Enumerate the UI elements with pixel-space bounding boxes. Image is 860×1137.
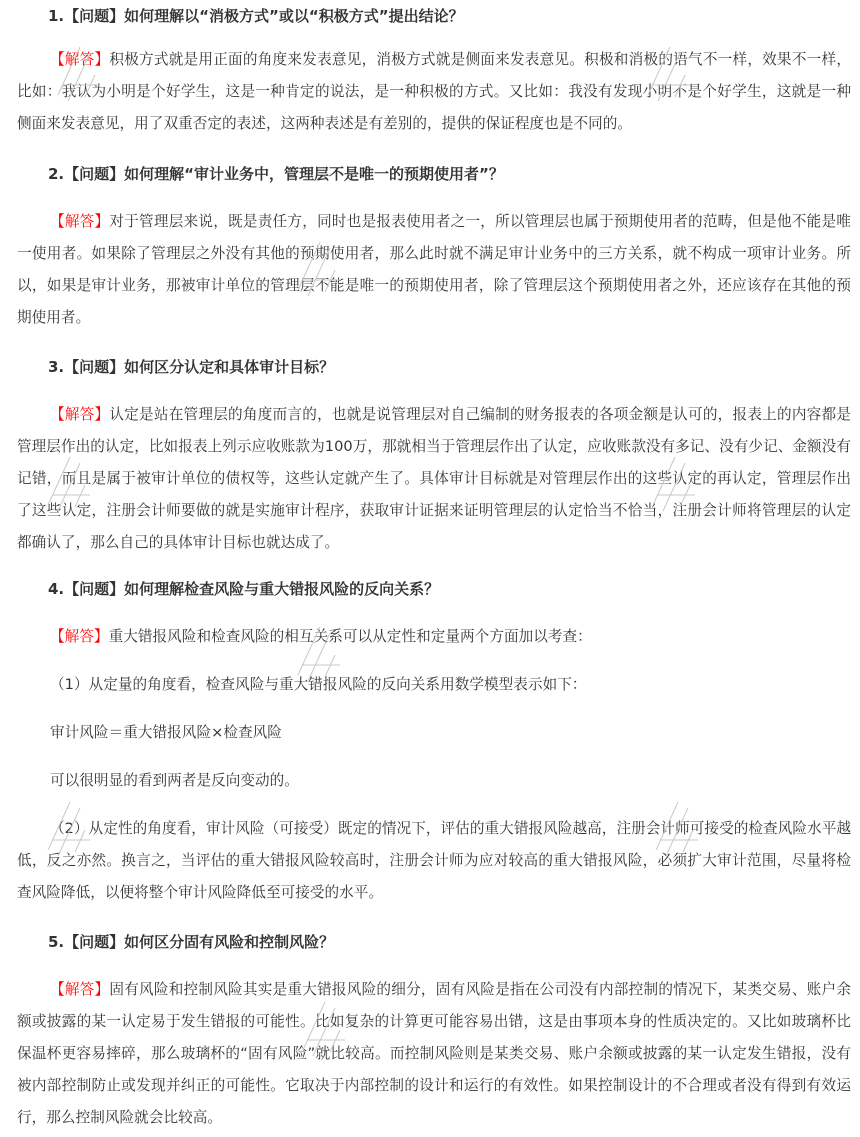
answer-tag: 【解答】 [50, 213, 110, 230]
answer-tag: 【解答】 [50, 628, 109, 645]
formula-line: 审计风险＝重大错报风险×检查风险 [50, 724, 282, 741]
answer-text: 对于管理层来说，既是责任方，同时也是报表使用者之一，所以管理层也属于预期使用者的范畴，但是他不能是唯一使用者。如果除了管理层之外没有其他的预期使用者，那么此时就不满足审计业务中的三方关系，就不构成一项审计业务。所以，如果是审计业务，那被审计单位的管理层不能是唯一的预期使用者，除了管理层这个预期使用者之外，还应该存在其他的预期使用者。 [17, 213, 851, 326]
question-title: 2.【问题】如何理解“审计业务中，管理层不是唯一的预期使用者”？ [48, 165, 504, 183]
answer-paragraph [17, 399, 851, 559]
question-title: 5.【问题】如何区分固有风险和控制风险？ [48, 933, 335, 951]
answer-paragraph: （2）从定性的角度看，审计风险（可接受）既定的情况下，评估的重大错报风险越高，注册会计师可接受的检查风险水平越低，反之亦然。换言之，当评估的重大错报风险较高时，注册会计师为应对较高的重大错报风险，必须扩大审计范围，尽量将检查风险降低，以便将整个审计风险降低至可接受的水平。 [17, 820, 851, 901]
answer-text: 固有风险和控制风险其实是重大错报风险的细分，固有风险是指在公司没有内部控制的情况下，某类交易、账户余额或披露的某一认定易于发生错报的可能性。比如复杂的计算更可能容易出错，这是由事项本身的性质决定的。又比如玻璃杯比保温杯更容易摔碎，那么玻璃杯的“固有风险”就比较高。而控制风险则是某类交易、账户余额或披露的某一认定发生错报，没有被内部控制防止或发现并纠正的可能性。它取决于内部控制的设计和运行的有效性。如果控制设计的不合理或者没有得到有效运行，那么控制风险就会比较高。 [17, 981, 851, 1126]
question-title: 1.【问题】如何理解以“消极方式”或以“积极方式”提出结论？ [48, 7, 464, 25]
faq-section-4 [17, 573, 851, 909]
answer-tag: 【解答】 [50, 981, 110, 998]
answer-paragraph: （1）从定量的角度看，检查风险与重大错报风险的反向关系用数学模型表示如下： [50, 676, 587, 693]
answer-paragraph [17, 206, 851, 334]
question-title: 4.【问题】如何理解检查风险与重大错报风险的反向关系？ [48, 580, 440, 598]
faq-section-5 [17, 926, 851, 1134]
answer-tag: 【解答】 [50, 406, 110, 423]
question-title: 3.【问题】如何区分认定和具体审计目标？ [48, 358, 335, 376]
answer-paragraph: 可以很明显的看到两者是反向变动的。 [50, 772, 299, 789]
answer-paragraph [17, 621, 851, 653]
answer-tag: 【解答】 [50, 51, 110, 68]
faq-section-1 [17, 0, 851, 140]
answer-text: 积极方式就是用正面的角度来发表意见，消极方式就是侧面来发表意见。积极和消极的语气不一样，效果不一样，比如：我认为小明是个好学生，这是一种肯定的说法，是一种积极的方式。又比如：我没有发现小明不是个好学生，这就是一种侧面来发表意见，用了双重否定的表述，这两种表述是有差别的，提供的保证程度也是不同的。 [17, 51, 851, 132]
answer-paragraph [17, 974, 851, 1134]
answer-text: 重大错报风险和检查风险的相互关系可以从定性和定量两个方面加以考查： [108, 628, 592, 645]
faq-section-2 [17, 158, 851, 334]
answer-paragraph [17, 44, 851, 140]
faq-section-3 [17, 351, 851, 559]
answer-text: 认定是站在管理层的角度而言的，也就是说管理层对自己编制的财务报表的各项金额是认可的，报表上的内容都是管理层作出的认定，比如报表上列示应收账款为100万，那就相当于管理层作出了认定，应收账款没有多记、没有少记、金额没有记错，而且是属于被审计单位的债权等，这些认定就产生了。具体审计目标就是对管理层作出的这些认定的再认定，管理层作出了这些认定，注册会计师要做的就是实施审计程序，获取审计证据来证明管理层的认定恰当不恰当，注册会计师将管理层的认定都确认了，那么自己的具体审计目标也就达成了。 [17, 406, 851, 551]
